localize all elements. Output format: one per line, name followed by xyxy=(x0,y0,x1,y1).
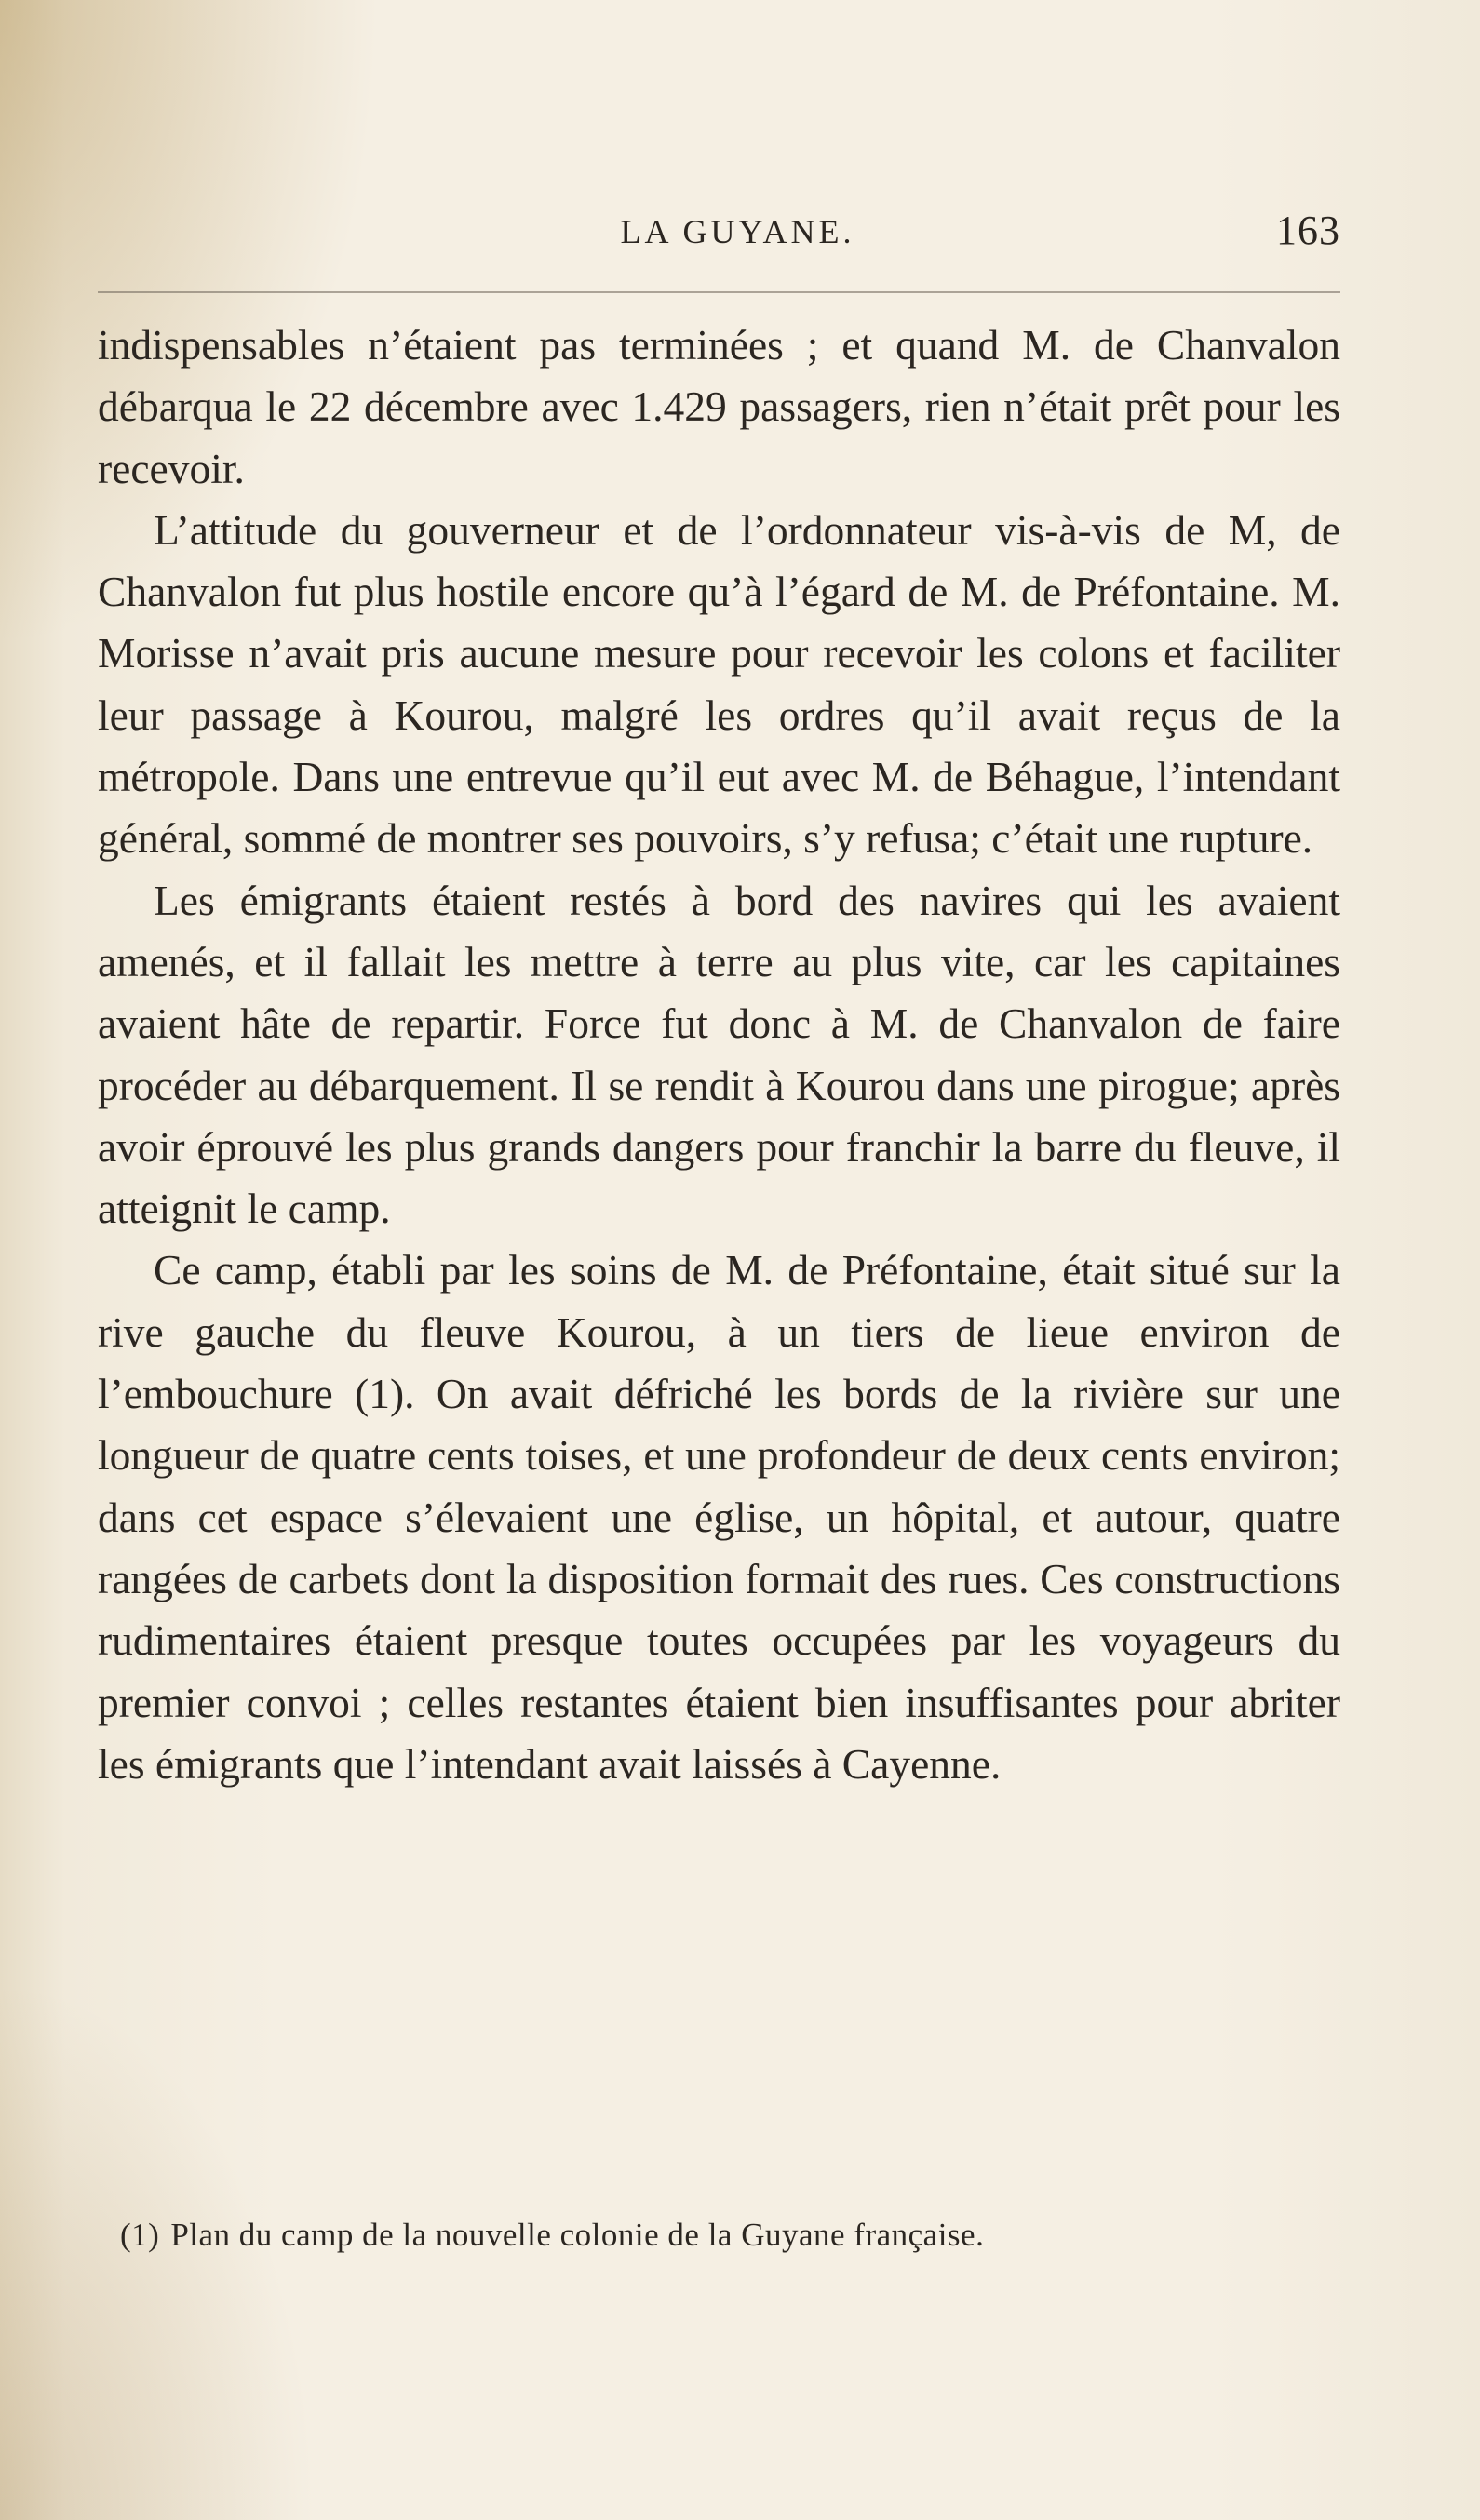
footnote-paragraph xyxy=(98,2211,1340,2259)
page-number: 163 xyxy=(1276,208,1340,253)
paragraph-3: Les émigrants étaient restés à bord des navires qui les avaient amenés, et il fallait les mettre à terre au plus vite, car les capitaines avaient hâte de repartir. Force fut donc à M. de Chanvalon de faire procéder au débarquement. Il se rendit à Kourou dans une pirogue; après avoir éprouvé les plus grands dangers pour franchir la barre du fleuve, il atteignit le camp. xyxy=(98,876,1340,1233)
paragraph-2: L’attitude du gouverneur et de l’ordonnateur vis-à-vis de M, de Chanvalon fut plus hostile encore qu’à l’égard de M. de Préfontaine. M. Morisse n’avait pris aucune mesure pour recevoir les colons et faciliter leur passage à Kourou, malgré les ordres qu’il avait reçus de la métropole. Dans une entrevue qu’il eut avec M. de Béhague, l’intendant général, sommé de montrer ses pouvoirs, s’y refusa; c’était une rupture. xyxy=(98,505,1340,863)
header-rule xyxy=(98,291,1340,293)
footnote xyxy=(98,2211,1340,2259)
paragraph-1: indispensables n’étaient pas terminées ; et quand M. de Chanvalon débarqua le 22 décembre avec 1.429 passagers, rien n’était prêt pour les recevoir. xyxy=(98,321,1340,492)
paragraph-4: Ce camp, établi par les soins de M. de Préfontaine, était situé sur la rive gauche du fleuve Kourou, à un tiers de lieue environ de l’embouchure (1). On avait défriché les bords de la rivière sur une longueur de quatre cents toises, et une profondeur de deux cents environ; dans cet espace s’élevaient une église, un hôpital, et autour, quatre rangées de carbets dont la disposition formait des rues. Ces constructions rudimentaires étaient presque toutes occupées par les voyageurs du premier convoi ; celles restantes étaient bien insuffisantes pour abriter les émigrants que l’intendant avait laissés à Cayenne. xyxy=(98,1246,1340,1788)
footnote-text: Plan du camp de la nouvelle colonie de la Guyane française. xyxy=(170,2217,985,2253)
page-header xyxy=(98,207,1340,262)
running-title: LA GUYANE. xyxy=(620,213,855,250)
body-text xyxy=(98,315,1340,1795)
footnote-label: (1) xyxy=(120,2217,160,2253)
